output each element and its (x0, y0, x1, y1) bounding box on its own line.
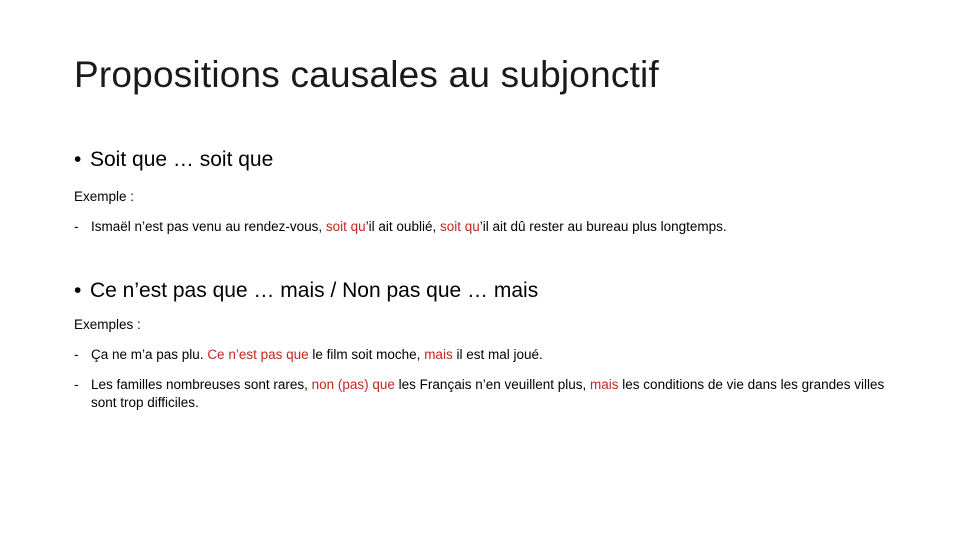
text-segment: Les familles nombreuses sont rares, (91, 377, 312, 392)
example-item (74, 376, 894, 412)
example-text (91, 346, 894, 364)
highlighted-segment: mais (424, 347, 453, 362)
example-text (91, 218, 894, 236)
text-segment: les Français n’en veuillent plus, (394, 377, 591, 392)
text-segment: Ça ne m’a pas plu. (91, 347, 208, 362)
section-heading-text: Soit que … soit que (90, 148, 274, 171)
highlighted-segment: soit qu (439, 219, 480, 234)
bullet-icon: • (74, 279, 82, 302)
text-segment: Ismaël n’est pas venu au rendez-vous, (91, 219, 326, 234)
highlighted-segment: soit qu (325, 219, 366, 234)
example-label: Exemple : (74, 189, 135, 204)
example-item (74, 346, 894, 364)
text-segment: ’il ait dû rester au bureau plus longtemps. (479, 219, 727, 234)
slide-title: Propositions causales au subjonctif (74, 54, 659, 95)
section-heading-soit-que (74, 148, 273, 172)
example-item (74, 218, 894, 236)
text-segment: il est mal joué. (452, 347, 543, 362)
bullet-icon: • (74, 148, 82, 171)
highlighted-segment: Ce n’est pas que (207, 347, 309, 362)
example-text (91, 376, 894, 412)
example-label: Exemples : (74, 317, 141, 332)
highlighted-segment: non (pas) que (311, 377, 395, 392)
text-segment: ’il ait oublié, (365, 219, 440, 234)
text-segment: le film soit moche, (308, 347, 425, 362)
text-segment: les conditions de vie dans les grandes villes sont trop difficiles. (91, 377, 885, 410)
section-heading-text: Ce n’est pas que … mais / Non pas que … mais (90, 279, 539, 302)
section-heading-ce-nest-pas-que (74, 279, 538, 303)
highlighted-segment: mais (590, 377, 619, 392)
dash-icon: - (74, 219, 79, 234)
dash-icon: - (74, 377, 79, 392)
dash-icon: - (74, 347, 79, 362)
